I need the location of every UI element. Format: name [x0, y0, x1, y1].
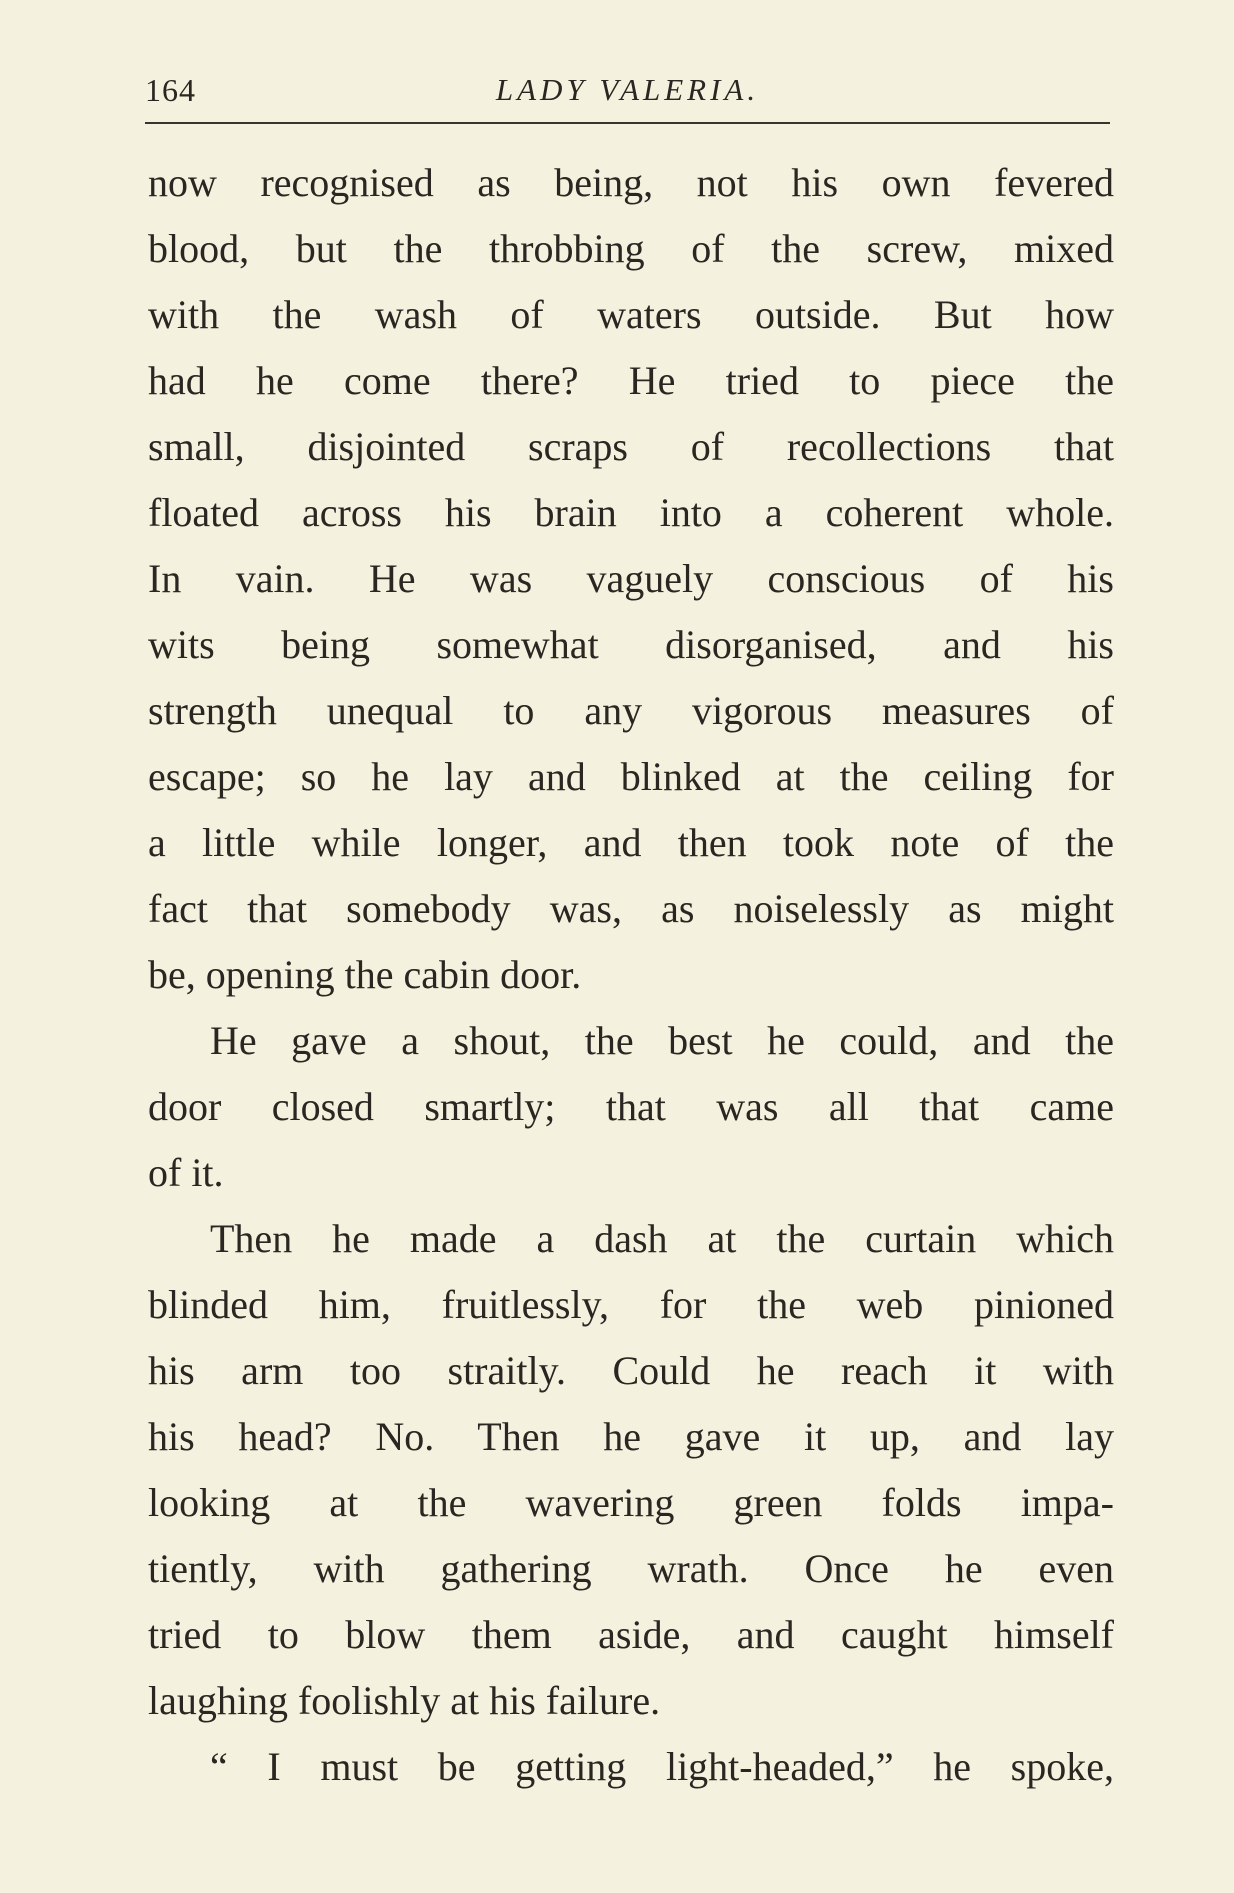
text-line: In vain. He was vaguely conscious of his: [148, 556, 1114, 601]
running-head: LADY VALERIA.: [495, 72, 760, 107]
text-line: a little while longer, and then took note of the: [148, 820, 1114, 865]
paragraph-4: [148, 1734, 1114, 1800]
text-line: floated across his brain into a coherent whole.: [148, 490, 1114, 535]
text-line: his head? No. Then he gave it up, and lay: [148, 1414, 1114, 1459]
text-line: blinded him, fruitlessly, for the web pinioned: [148, 1282, 1114, 1327]
text-line: Then he made a dash at the curtain which: [210, 1216, 1114, 1261]
header-rule: [145, 122, 1110, 124]
text-line: door closed smartly; that was all that came: [148, 1084, 1114, 1129]
text-line: small, disjointed scraps of recollections that: [148, 424, 1114, 469]
paragraph-2: [148, 1008, 1114, 1206]
text-line: tried to blow them aside, and caught himself: [148, 1612, 1114, 1657]
text-line: fact that somebody was, as noiselessly as might: [148, 886, 1114, 931]
paragraph-3: [148, 1206, 1114, 1734]
text-line: laughing foolishly at his failure.: [148, 1678, 661, 1723]
body-text: [148, 150, 1114, 1800]
text-line: be, opening the cabin door.: [148, 952, 582, 997]
text-line: wits being somewhat disorganised, and his: [148, 622, 1114, 667]
paragraph-1: [148, 150, 1114, 1008]
text-line: of it.: [148, 1150, 224, 1195]
page-number: 164: [145, 72, 196, 108]
page-header: [145, 72, 1110, 122]
text-line: now recognised as being, not his own fevered: [148, 160, 1114, 205]
text-line: looking at the wavering green folds impa-: [148, 1480, 1114, 1525]
text-line: blood, but the throbbing of the screw, mixed: [148, 226, 1114, 271]
text-line: tiently, with gathering wrath. Once he even: [148, 1546, 1114, 1591]
text-line: had he come there? He tried to piece the: [148, 358, 1114, 403]
text-line: with the wash of waters outside. But how: [148, 292, 1114, 337]
text-line: He gave a shout, the best he could, and the: [210, 1018, 1114, 1063]
text-line: strength unequal to any vigorous measures of: [148, 688, 1114, 733]
text-line: escape; so he lay and blinked at the ceiling for: [148, 754, 1114, 799]
text-line: his arm too straitly. Could he reach it with: [148, 1348, 1114, 1393]
text-line: “ I must be getting light-headed,” he spoke,: [210, 1744, 1114, 1789]
